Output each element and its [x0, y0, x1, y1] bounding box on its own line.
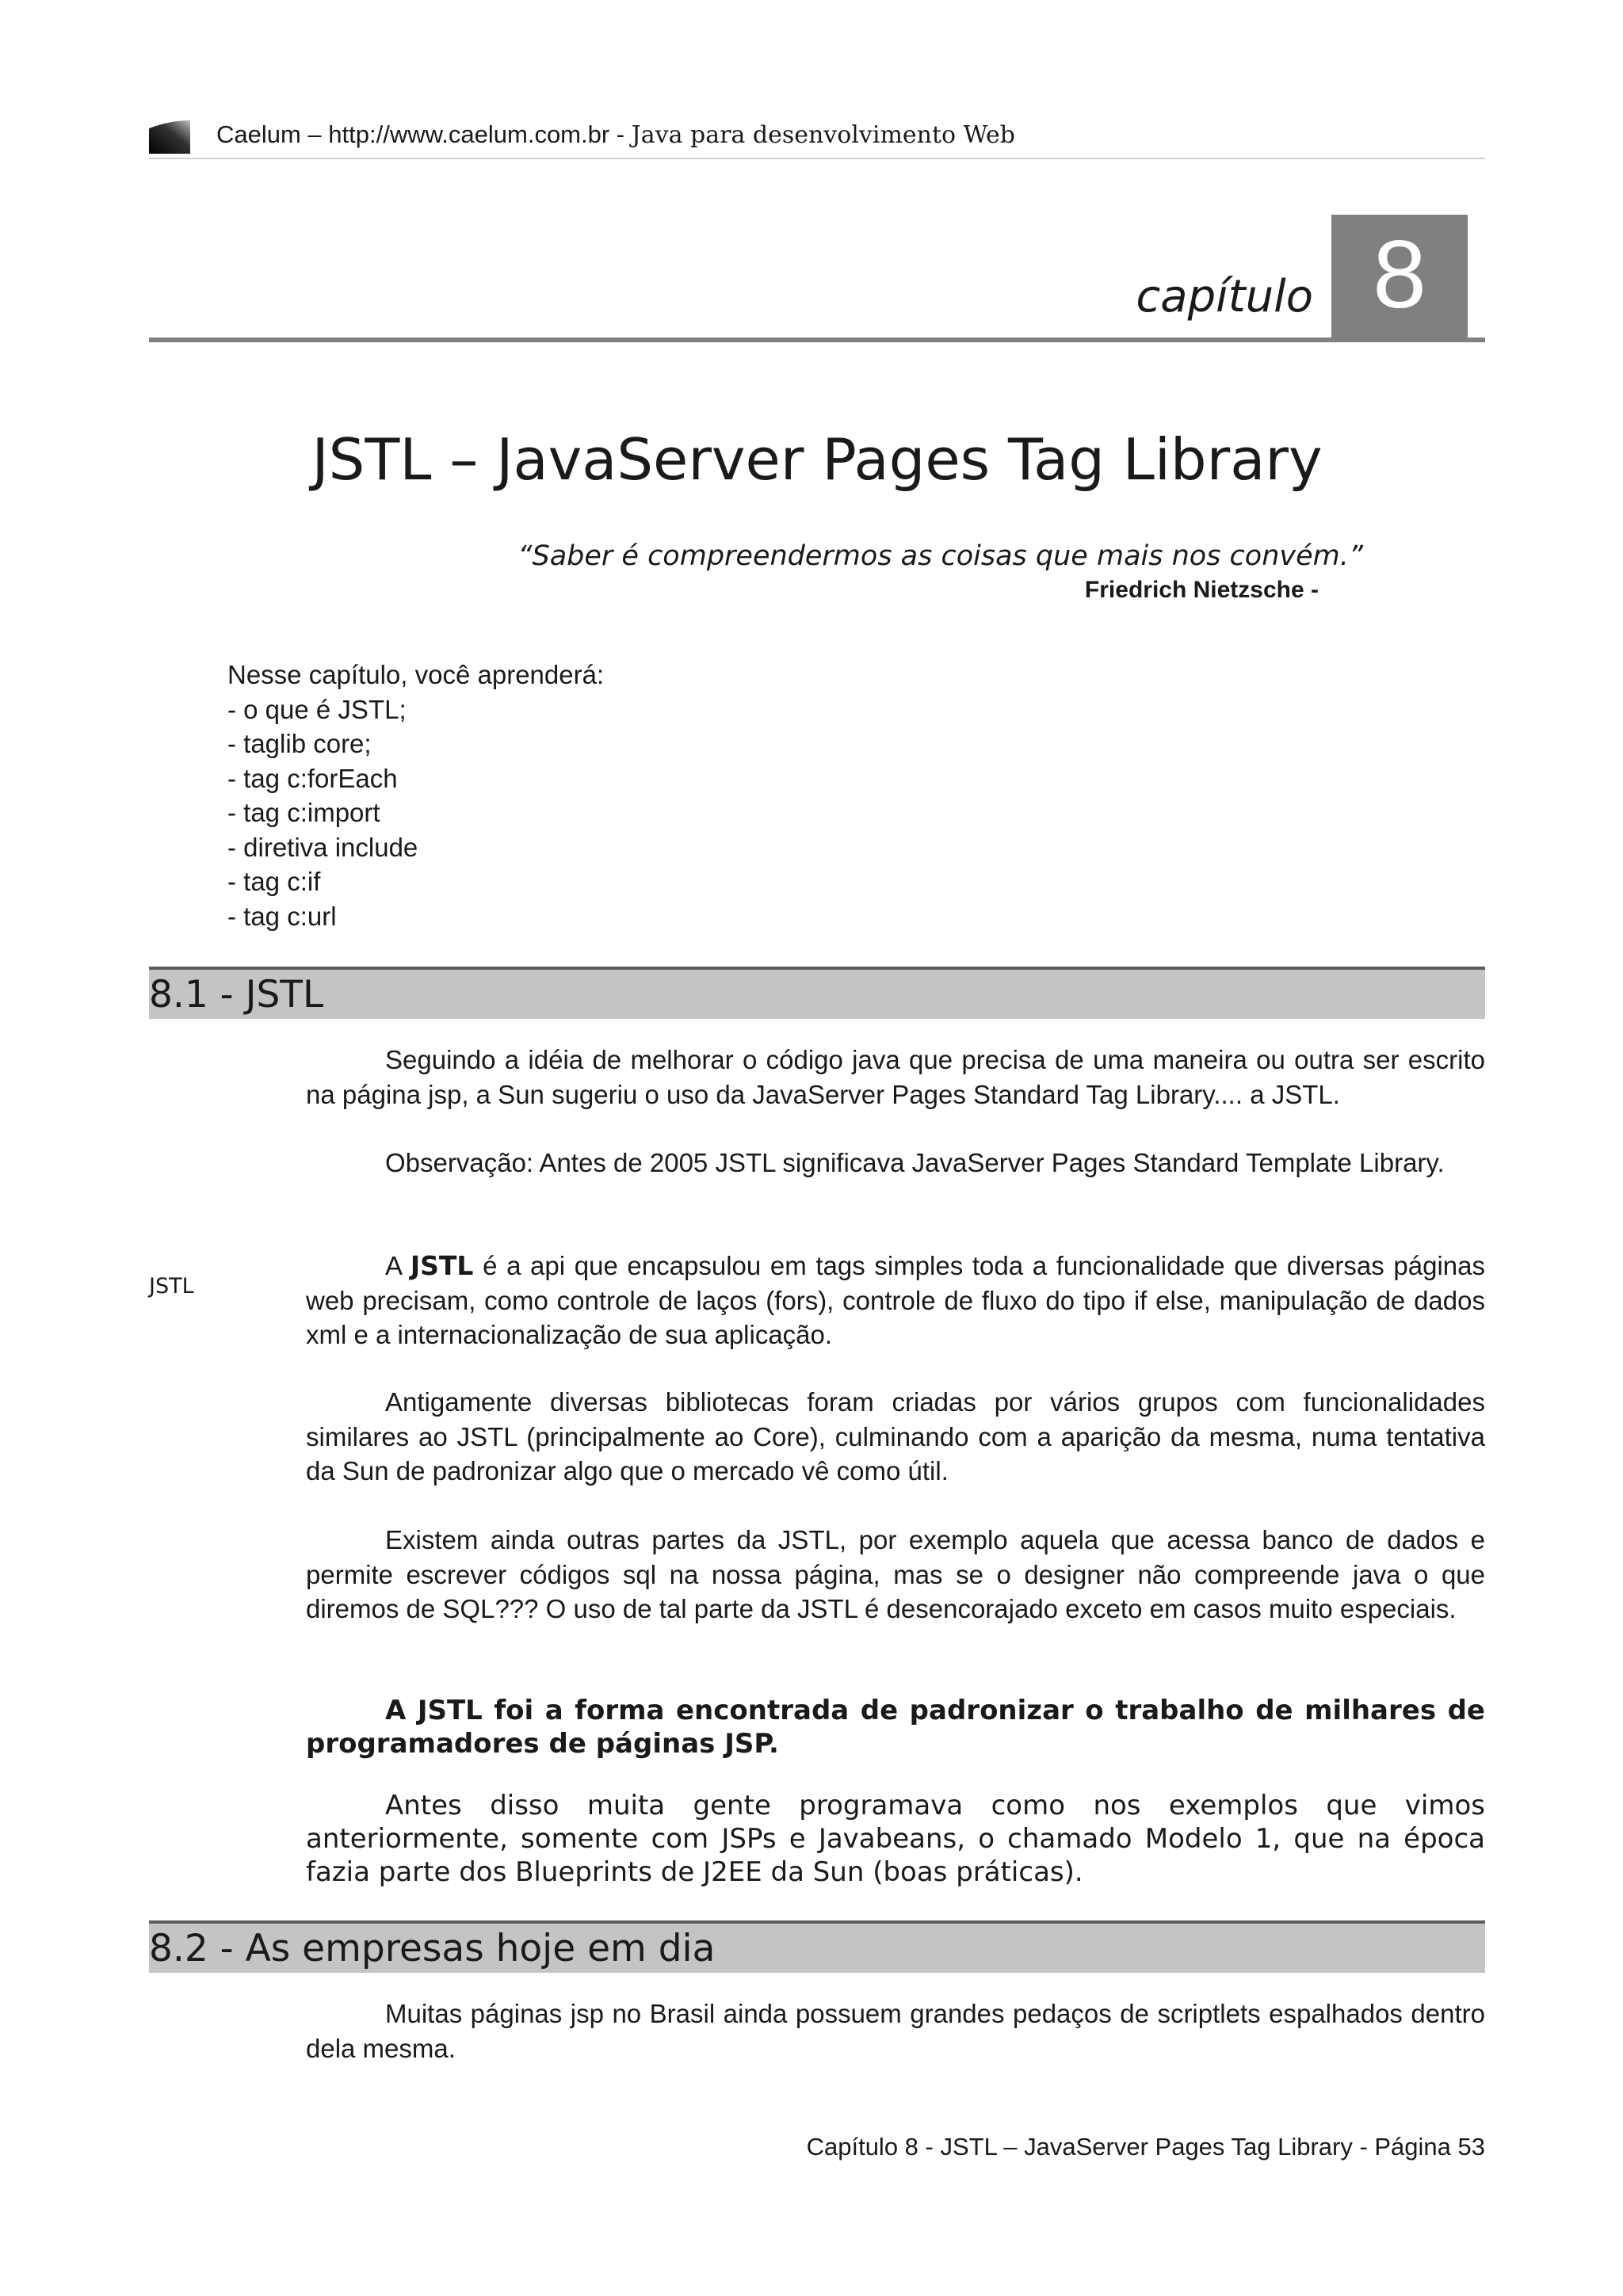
- section-title: 8.2 - As empresas hoje em dia: [149, 1927, 716, 1970]
- key-statement: A JSTL foi a forma encontrada de padronizar o trabalho de milhares de programadores de páginas JSP.: [306, 1695, 1485, 1760]
- objective-item: - tag c:forEach: [227, 763, 398, 793]
- page-footer: Capítulo 8 - JSTL – JavaServer Pages Tag Library - Página 53: [806, 2133, 1485, 2161]
- chapter-label: capítulo: [1136, 271, 1313, 322]
- running-header: [216, 119, 1015, 151]
- paragraph: Antigamente diversas bibliotecas foram criadas por vários grupos com funcionalidades similares ao JSTL (principalmente ao Core), culminando com a aparição da mesma, numa tentativa da Sun de padronizar algo que o mercado vê como útil.: [306, 1387, 1485, 1486]
- section-title: 8.1 - JSTL: [149, 973, 324, 1016]
- objective-item: - tag c:url: [227, 901, 337, 931]
- epigraph-quote: “Saber é compreendermos as coisas que mais nos convém.”: [517, 540, 1363, 572]
- header-rule: [149, 158, 1485, 159]
- caelum-logo: [149, 120, 190, 154]
- margin-note: JSTL: [149, 1274, 194, 1299]
- objective-item: - tag c:if: [227, 867, 321, 896]
- objective-item: - tag c:import: [227, 798, 380, 827]
- objective-item: - taglib core;: [227, 729, 372, 758]
- header-course: Java para desenvolvimento Web: [631, 121, 1015, 149]
- paragraph: Antes disso muita gente programava como nos exemplos que vimos anteriormente, somente com JSPs e Javabeans, o chamado Modelo 1, que na época fazia parte dos Blueprints de J2EE da Sun (boas práticas).: [306, 1790, 1485, 1888]
- chapter-objectives: [227, 658, 604, 933]
- paragraph: Seguindo a idéia de melhorar o código java que precisa de uma maneira ou outra ser escrito na página jsp, a Sun sugeriu o uso da JavaServer Pages Standard Tag Library.... a JSTL.: [306, 1045, 1485, 1109]
- objective-item: - diretiva include: [227, 832, 418, 862]
- paragraph: Muitas páginas jsp no Brasil ainda possuem grandes pedaços de scriptlets espalhados dentro dela mesma.: [306, 1999, 1485, 2063]
- paragraph: A JSTL é a api que encapsulou em tags simples toda a funcionalidade que diversas páginas web precisam, como controle de laços (fors), controle de fluxo do tipo if else, manipulação de dados xml e a internacionalização de sua aplicação.: [306, 1250, 1485, 1349]
- term-highlight: JSTL: [410, 1250, 474, 1281]
- chapter-rule: [149, 338, 1485, 342]
- chapter-title: JSTL – JavaServer Pages Tag Library: [311, 426, 1323, 493]
- objective-item: - o que é JSTL;: [227, 694, 407, 724]
- objectives-intro: Nesse capítulo, você aprenderá:: [227, 660, 605, 689]
- paragraph: Observação: Antes de 2005 JSTL significava JavaServer Pages Standard Template Library.: [385, 1148, 1445, 1177]
- epigraph-author: Friedrich Nietzsche -: [1084, 577, 1319, 603]
- section-bar: [149, 967, 1485, 1019]
- chapter-number: 8: [1373, 220, 1426, 328]
- header-site: Caelum – http://www.caelum.com.br -: [216, 120, 632, 148]
- paragraph: Existem ainda outras partes da JSTL, por exemplo aquela que acessa banco de dados e permite escrever códigos sql na nossa página, mas se o designer não compreende java o que diremos de SQL??? O uso de tal parte da JSTL é desencorajado exceto em casos muito especiais.: [306, 1525, 1485, 1623]
